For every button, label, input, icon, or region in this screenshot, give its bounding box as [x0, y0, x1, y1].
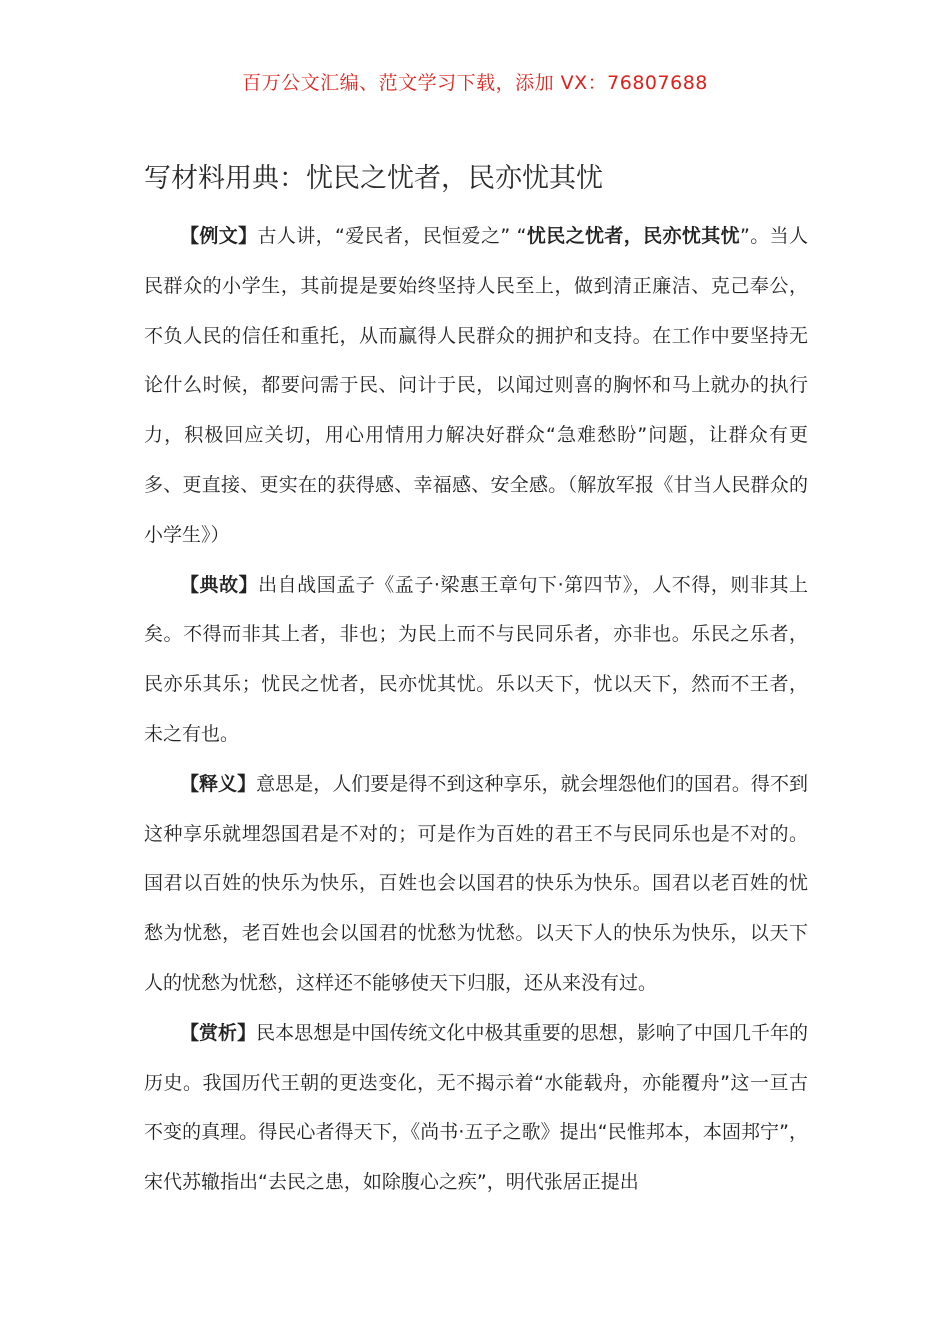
meaning-text: 意思是，人们要是得不到这种享乐，就会埋怨他们的国君。得不到这种享乐就埋怨国君是不对的；可是作为百姓的君王不与民同乐也是不对的。国君以百姓的快乐为快乐，百姓也会以国君的快乐为快乐。国君以老百姓的忧愁为忧愁，老百姓也会以国君的忧愁为忧愁。以天下人的快乐为快乐，以天下人的忧愁为忧愁，这样还不能够使天下归服，还从来没有过。	[144, 772, 808, 994]
section-tag-meaning: 【释义】	[180, 772, 257, 795]
example-intro: 古人讲，“爱民者，民恒爱之” “	[257, 225, 527, 247]
example-paragraph	[144, 212, 808, 561]
allusion-paragraph	[144, 561, 808, 760]
allusion-text: 出自战国孟子《孟子·梁惠王章句下·第四节》，人不得，则非其上矣。不得而非其上者，非也；为民上而不与民同乐者，亦非也。乐民之乐者，民亦乐其乐；忧民之忧者，民亦忧其忧。乐以天下，忧以天下，然而不王者，未之有也。	[144, 573, 808, 745]
meaning-paragraph	[144, 760, 808, 1009]
example-text: ”。当人民群众的小学生，其前提是要始终坚持人民至上，做到清正廉洁、克己奉公，不负人民的信任和重托，从而赢得人民群众的拥护和支持。在工作中要坚持无论什么时候，都要问需于民、问计于民，以闻过则喜的胸怀和马上就办的执行力，积极回应关切，用心用情用力解决好群众“急难愁盼”问题，让群众有更多、更直接、更实在的获得感、幸福感、安全感。（解放军报《甘当人民群众的小学生》）	[144, 225, 808, 546]
page-title: 写材料用典：忧民之忧者，民亦忧其忧	[144, 163, 603, 194]
section-tag-example: 【例文】	[180, 225, 258, 247]
section-tag-appreciation: 【赏析】	[180, 1021, 257, 1044]
section-tag-allusion: 【典故】	[180, 573, 259, 596]
appreciation-text: 民本思想是中国传统文化中极其重要的思想，影响了中国几千年的历史。我国历代王朝的更迭变化，无不揭示着“水能载舟，亦能覆舟”这一亘古不变的真理。得民心者得天下，《尚书·五子之歌》提出“民惟邦本，本固邦宁”，宋代苏辙指出“去民之患，如除腹心之疾”，明代张居正提出	[144, 1021, 808, 1194]
download-banner: 百万公文汇编、范文学习下载，添加 VX：76807688	[242, 72, 708, 94]
appreciation-paragraph	[144, 1009, 808, 1208]
example-bold-quote: 忧民之忧者，民亦忧其忧	[526, 225, 741, 247]
article-body	[144, 212, 808, 1208]
